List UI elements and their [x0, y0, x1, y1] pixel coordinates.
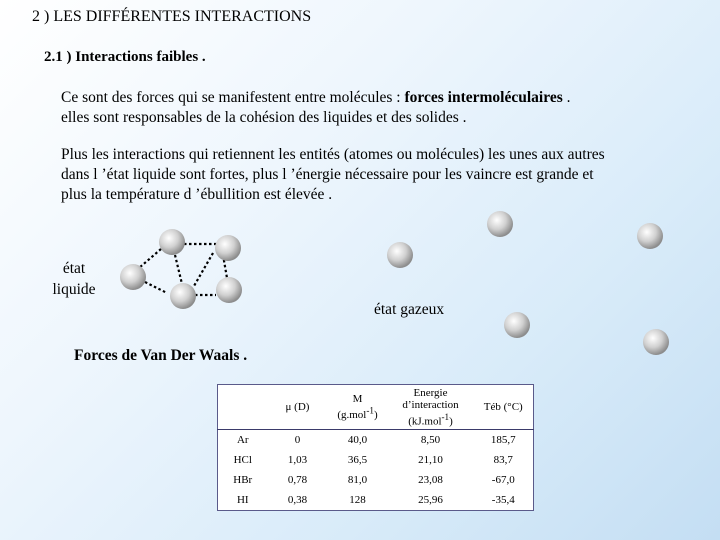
table-cell: 83,7 [493, 454, 513, 466]
molecule-gas-5 [643, 329, 669, 355]
table-row [218, 470, 534, 490]
table-cell: HBr [233, 474, 253, 486]
molecule-liquid-1 [159, 229, 185, 255]
text-span: . [562, 89, 571, 106]
table-row [218, 430, 534, 451]
table-header: μ (D) [285, 401, 310, 413]
label-line: liquide [52, 281, 96, 298]
table-cell: 23,08 [418, 474, 443, 486]
table-header: Téb (°C) [483, 401, 523, 413]
molecule-gas-1 [487, 211, 513, 237]
bond-line [139, 249, 161, 268]
text-span: Ce sont des forces qui se manifestent entre molécules : [61, 89, 405, 106]
table-header: M (g.mol$^{-1}$) [337, 392, 378, 422]
label-line: état [62, 260, 86, 277]
molecule-liquid-2 [215, 235, 241, 261]
molecule-liquid-3 [120, 264, 146, 290]
table-cell: HI [236, 494, 249, 506]
section-subtitle: 2.1 ) Interactions faibles . [44, 49, 206, 65]
van-der-waals-heading: Forces de Van Der Waals . [74, 347, 248, 364]
molecule-liquid-5 [216, 277, 242, 303]
bold-term: forces intermoléculaires [404, 89, 563, 106]
table-cell: 36,5 [347, 454, 368, 466]
bond-line [194, 253, 213, 286]
table-header-row [218, 385, 534, 430]
molecule-gas-2 [637, 223, 663, 249]
molecule-gas-4 [504, 312, 530, 338]
table-cell: 0 [268, 430, 328, 451]
paragraph-line: elles sont responsables de la cohésion des liquides et des solides . [61, 109, 467, 126]
table-cell: 128 [349, 494, 366, 506]
paragraph-line: plus la température d ’ébullition est élevée . [61, 186, 333, 203]
paragraph-line: dans l ’état liquide sont fortes, plus l ’énergie nécessaire pour les vaincre est grande et [61, 166, 594, 183]
table-row [218, 490, 534, 511]
table-cell: 0,38 [287, 494, 308, 506]
table-header [218, 385, 268, 430]
table-cell: HCl [233, 454, 252, 466]
page-title: 2 ) LES DIFFÉRENTES INTERACTIONS [32, 8, 312, 25]
table-cell: -35,4 [491, 494, 515, 506]
table-header: Energie d’interaction (kJ.mol$^{-1}$) [402, 386, 459, 428]
molecule-gas-3 [387, 242, 413, 268]
table-cell: -67,0 [491, 474, 515, 486]
table-cell: 185,7 [474, 430, 534, 451]
table-cell: 1,03 [287, 454, 308, 466]
liquid-state-label [44, 258, 104, 300]
table-cell: Ar [218, 430, 268, 451]
table-row [218, 450, 534, 470]
table-cell: 8,50 [388, 430, 474, 451]
gas-state-label: état gazeux [374, 301, 445, 318]
table-cell: 0,78 [287, 474, 308, 486]
paragraph-line: Plus les interactions qui retiennent les entités (atomes ou molécules) les unes aux autres [61, 146, 605, 163]
table-cell: 40,0 [328, 430, 388, 451]
table-cell: 21,10 [418, 454, 443, 466]
interaction-data-table [217, 384, 534, 511]
header-unit: (g.mol$^{-1}$) [337, 405, 378, 422]
table-cell: 81,0 [347, 474, 368, 486]
molecule-liquid-4 [170, 283, 196, 309]
bond-line [175, 255, 182, 284]
table-cell: 25,96 [418, 494, 443, 506]
bond-line [145, 282, 167, 293]
